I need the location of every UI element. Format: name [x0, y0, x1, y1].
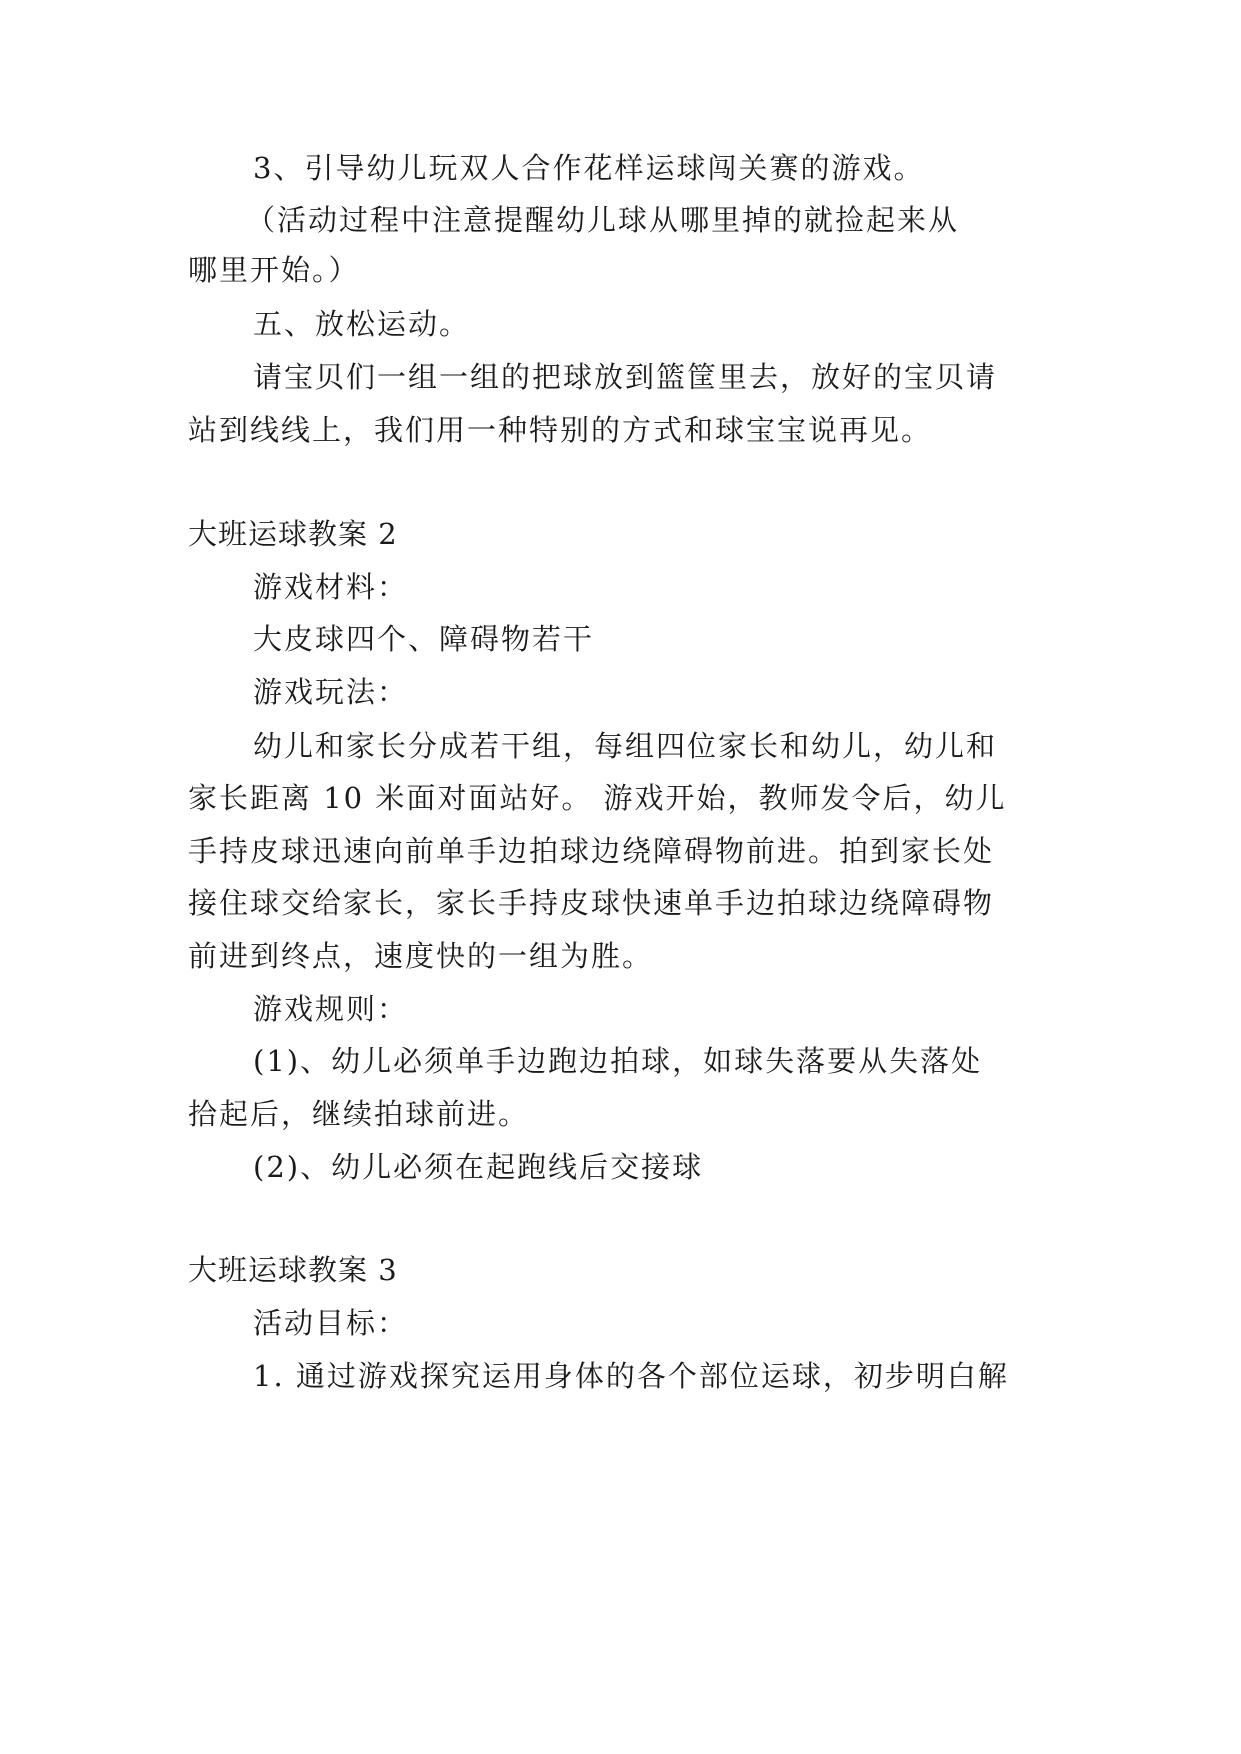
- paragraph-line: 家长距离 10 米面对面站好。 游戏开始，教师发令后，幼儿: [188, 781, 1007, 815]
- paragraph-line: 请宝贝们一组一组的把球放到篮筐里去，放好的宝贝请: [253, 360, 998, 394]
- subsection-label: 游戏规则：: [253, 992, 409, 1026]
- paragraph-line: （活动过程中注意提醒幼儿球从哪里掉的就捡起来从: [246, 203, 960, 237]
- paragraph-line: 1. 通过游戏探究运用身体的各个部位运球，初步明白解: [253, 1359, 1009, 1393]
- paragraph-line: 幼儿和家长分成若干组，每组四位家长和幼儿，幼儿和: [253, 729, 998, 763]
- paragraph-line: 前进到终点，速度快的一组为胜。: [188, 939, 654, 973]
- paragraph-line: 接住球交给家长，家长手持皮球快速单手边拍球边绕障碍物: [188, 886, 995, 920]
- document-heading: 大班运球教案 2: [188, 517, 398, 551]
- paragraph-line: (2)、幼儿必须在起跑线后交接球: [253, 1150, 704, 1184]
- paragraph-line: (1)、幼儿必须单手边跑边拍球，如球失落要从失落处: [253, 1044, 983, 1078]
- paragraph-line: 手持皮球迅速向前单手边拍球边绕障碍物前进。拍到家长处: [188, 834, 995, 868]
- subsection-label: 游戏玩法：: [253, 675, 409, 709]
- subsection-label: 活动目标：: [253, 1306, 409, 1340]
- paragraph-line: 哪里开始。）: [188, 253, 360, 287]
- subsection-label: 游戏材料：: [253, 570, 409, 604]
- document-heading: 大班运球教案 3: [188, 1253, 398, 1287]
- paragraph-line: 大皮球四个、障碍物若干: [253, 622, 595, 656]
- section-heading: 五、放松运动。: [253, 307, 471, 341]
- paragraph-line: 站到线线上，我们用一种特别的方式和球宝宝说再见。: [188, 413, 933, 447]
- paragraph-line: 3、引导幼儿玩双人合作花样运球闯关赛的游戏。: [253, 151, 925, 185]
- paragraph-line: 拾起后，继续拍球前进。: [188, 1097, 530, 1131]
